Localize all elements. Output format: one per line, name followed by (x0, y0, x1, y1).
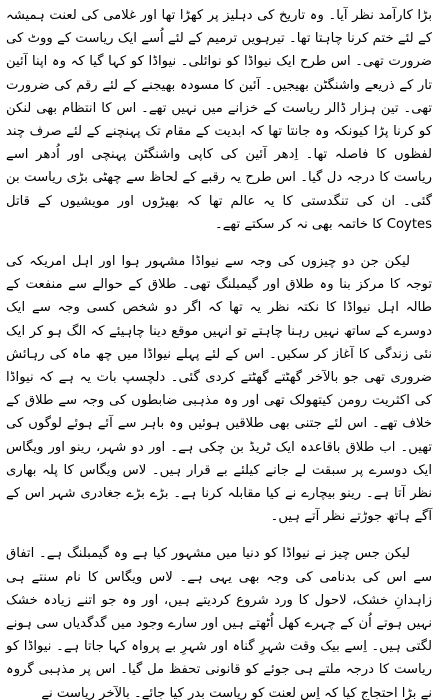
paragraph-2: لیکن جن دو چیزوں کی وجہ سے نیواڈا مشہور ہوا اور اہل امریکہ کی توجہ کا مرکز بنا وہ طلاق اور گیمبلنگ تھی۔ طلاق کے حوالے سے منفعت کے طالہ اہل نیواڈا کا نکتہ نظر یہ تھا کہ اگر دو شخص کسی وجہ سے ایک دوسرے کے ساتھ نہیں رہنا چاہتے تو انہیں موقع دینا چاہیئے کہ الگ ہو کر ایک نئی زندگی کا آغاز کر سکیں۔ اس کے لئے پہلے نیواڈا میں چھ ماہ کی رہائش ضروری تھی جو بالآخر گھٹتے گھٹتے کردی گئی۔ دلچسپ بات یہ ہے کہ نیواڈا کی اکثریت رومن کیتھولک تھی اور وہ مذہبی ضابطوں کی وجہ سے طلاق کے خلاف تھے۔ اس لئے جتنی بھی طلاقیں ہوئیں وہ باہر سے آئے ہوئے لوگوں کی تھیں۔ اب طلاق باقاعدہ ایک ٹریڈ بن چکی ہے۔ اور دو شہر، رینو اور ویگاس ایک دوسرے پر سبقت لے جانے کیلئے بے قرار ہیں۔ لاس ویگاس کا پلہ بھاری نظر آتا ہے۔ رینو بیچارے نے کیا مقابلہ کرنا ہے۔ بڑے بڑے جغادری شہر اس کے آگے ہاتھ جوڑتے نظر آتے ہیں۔ (6, 254, 432, 525)
paragraph-1: بڑا کارآمد نظر آیا۔ وہ تاریخ کی دہلیز پر کھڑا تھا اور غلامی کی لعنت ہمیشہ کے لئے ختم کرنا چاہتا تھا۔ تیرہویں ترمیم کے لئے اُسے ایک ریاست کے ووٹ کی ضرورت تھی۔ اس طرح ایک نیواڈا کو نوائلی۔ نیواڈا کو کہا گیا کہ وہ اپنا آئین تار کے ذریعے واشنگٹن بھیجیں۔ آئین کا مسودہ بھیجنے کے لئے رقم کی ضرورت تھی۔ تین ہزار ڈالر ریاست کے خزانے میں نہیں تھے۔ اس کا انتظام بھی لنکن کو کرنا پڑا کیونکہ وہ جانتا تھا کہ ابدیت کے مقام تک پہنچنے کے لئے صرف چند لفظوں کا فاصلہ تھا۔ اِدھر آئین کی کاپی واشنگٹن پہنچی اور اُدھر اسے ریاست کا درجہ دل گیا۔ اس طرح یہ رقبے کے لحاظ سے چھٹی بڑی ریاست بن گئی۔ ان کی تنگدستی کا یہ عالم تھا کہ بھیڑوں اور مویشیوں کے قاتل Coytes کا خاتمہ بھی نہ کر سکتے تھے۔ (6, 8, 432, 232)
article-body (6, 4, 432, 700)
paragraph-3: لیکن جس چیز نے نیواڈا کو دنیا میں مشہور کیا ہے وہ گیمبلنگ ہے۔ اتفاق سے اس کی بدنامی کی وجہ بھی یہی ہے۔ لاس ویگاس کا نام سنتے ہی زاہدانِ خشک، لاحول کا ورد شروع کردیتے ہیں، اور وہ جو اتنے زیادہ خشک نہیں ہوتے اُن کے چہرے کھل اُٹھتے ہیں اور سارے وجود میں گدگدیاں سی ہونے لگتی ہیں۔ اِسے بیک وقت شہرِ گناہ اور شہرِ بے پرواہ کہا جاتا ہے۔ نیواڈا کو ریاست کا درجہ ملتے ہی جوئے کو قانونی تحفظ مل گیا۔ اس پر مذہبی گروہ نے بڑا احتجاج کیا کہ اِس لعنت کو ریاست بدر کیا جائے۔ بالآخر ریاست نے (6, 546, 432, 700)
